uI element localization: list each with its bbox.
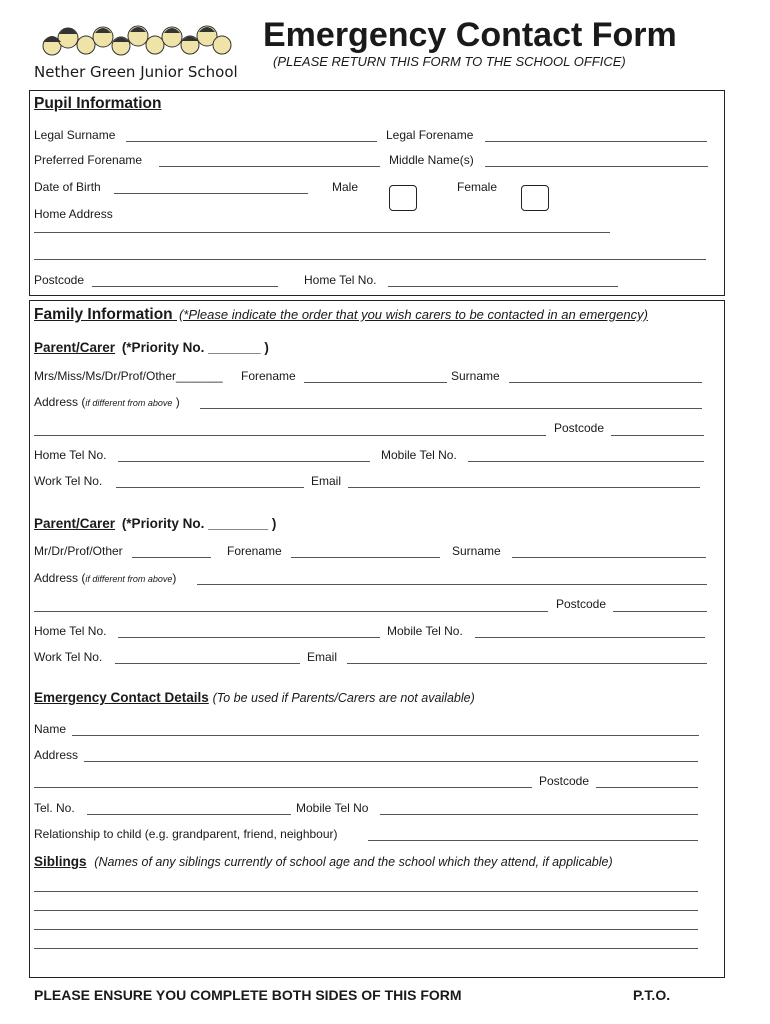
siblings-line-1[interactable]: [34, 891, 698, 892]
carer1-forename-label: Forename: [241, 369, 296, 383]
home-address-line-1[interactable]: [34, 232, 610, 233]
carer2-email-label: Email: [307, 650, 338, 664]
pupil-home-tel-label: Home Tel No.: [304, 273, 377, 287]
preferred-forename-field[interactable]: [159, 166, 380, 167]
carer2-address-label: [34, 571, 176, 586]
carer2-address-note: if different from above: [85, 574, 173, 584]
carer2-email-field[interactable]: [347, 663, 707, 664]
male-checkbox[interactable]: [389, 185, 417, 211]
carer2-heading: [34, 516, 276, 532]
carer1-title-label: Mrs/Miss/Ms/Dr/Prof/Other_______: [34, 369, 223, 383]
carer2-forename-label: Forename: [227, 544, 282, 558]
relationship-label: Relationship to child (e.g. grandparent, friend, neighbour): [34, 827, 338, 841]
carer1-work-tel-label: Work Tel No.: [34, 474, 103, 488]
carer2-title-field[interactable]: [132, 557, 211, 558]
carer2-mobile-tel-label: Mobile Tel No.: [387, 624, 463, 638]
carer2-postcode-label: Postcode: [556, 597, 607, 611]
carer2-heading-text: Parent/Carer: [34, 516, 116, 531]
carer1-surname-field[interactable]: [509, 382, 702, 383]
legal-surname-label: Legal Surname: [34, 128, 116, 142]
emergency-name-label: Name: [34, 722, 67, 736]
pupil-heading: Pupil Information: [34, 95, 162, 112]
carer1-surname-label: Surname: [451, 369, 500, 383]
male-label: Male: [332, 180, 359, 194]
emergency-postcode-label: Postcode: [539, 774, 590, 788]
carer2-forename-field[interactable]: [291, 557, 440, 558]
carer2-work-tel-label: Work Tel No.: [34, 650, 103, 664]
carer2-mobile-tel-field[interactable]: [475, 637, 705, 638]
carer2-address-text: Address (: [34, 571, 86, 585]
carer1-priority: (*Priority No. _______ ): [121, 340, 269, 355]
siblings-heading-text: Siblings: [34, 854, 87, 869]
emergency-tel-field[interactable]: [87, 814, 291, 815]
siblings-note: (Names of any siblings currently of school age and the school which they attend, if applicable): [94, 855, 613, 869]
carer2-priority: (*Priority No. ________ ): [121, 516, 277, 531]
emergency-address-label: Address: [34, 748, 79, 762]
female-label: Female: [457, 180, 498, 194]
carer2-address-line-2[interactable]: [34, 611, 548, 612]
carer1-address-field[interactable]: [200, 408, 702, 409]
carer1-home-tel-field[interactable]: [118, 461, 370, 462]
carer1-address-text: Address (: [34, 395, 86, 409]
female-checkbox[interactable]: [521, 185, 549, 211]
carer2-address-close: ): [172, 571, 177, 585]
emergency-mobile-tel-label: Mobile Tel No: [296, 801, 369, 815]
home-address-label: Home Address: [34, 207, 113, 221]
emergency-note: (To be used if Parents/Carers are not available): [212, 691, 475, 705]
emergency-heading-text: Emergency Contact Details: [34, 690, 209, 705]
preferred-forename-label: Preferred Forename: [34, 153, 143, 167]
carer1-mobile-tel-label: Mobile Tel No.: [381, 448, 457, 462]
carer2-home-tel-label: Home Tel No.: [34, 624, 107, 638]
family-heading-text: Family Information: [34, 306, 173, 323]
emergency-address-line-2[interactable]: [34, 787, 532, 788]
carer1-heading: [34, 340, 269, 356]
carer2-work-tel-field[interactable]: [115, 663, 300, 664]
footer-notice: PLEASE ENSURE YOU COMPLETE BOTH SIDES OF THIS FORM: [34, 987, 462, 1003]
carer1-email-label: Email: [311, 474, 342, 488]
relationship-field[interactable]: [368, 840, 698, 841]
page-title: Emergency Contact Form: [263, 16, 677, 54]
carer1-address-label: [34, 395, 180, 410]
dob-label: Date of Birth: [34, 180, 101, 194]
carer1-heading-text: Parent/Carer: [34, 340, 116, 355]
emergency-name-field[interactable]: [72, 735, 699, 736]
carer1-mobile-tel-field[interactable]: [468, 461, 704, 462]
carer1-work-tel-field[interactable]: [116, 487, 304, 488]
carer1-address-close: ): [175, 395, 180, 409]
dob-field[interactable]: [114, 193, 308, 194]
carer1-postcode-label: Postcode: [554, 421, 605, 435]
carer2-postcode-field[interactable]: [613, 611, 707, 612]
page-subtitle: (PLEASE RETURN THIS FORM TO THE SCHOOL OFFICE): [273, 54, 626, 69]
emergency-tel-label: Tel. No.: [34, 801, 75, 815]
footer-pto: P.T.O.: [633, 987, 671, 1003]
siblings-line-2[interactable]: [34, 910, 698, 911]
school-name: Nether Green Junior School: [34, 63, 238, 81]
carer1-address-line-2[interactable]: [34, 435, 546, 436]
family-heading: [34, 306, 648, 324]
middle-names-field[interactable]: [485, 166, 708, 167]
carer1-address-note: if different from above: [85, 398, 173, 408]
carer1-forename-field[interactable]: [304, 382, 447, 383]
family-note: (*Please indicate the order that you wish carers to be contacted in an emergency): [178, 307, 648, 322]
middle-names-label: Middle Name(s): [389, 153, 474, 167]
carer1-postcode-field[interactable]: [611, 435, 704, 436]
legal-surname-field[interactable]: [126, 141, 377, 142]
carer2-home-tel-field[interactable]: [118, 637, 380, 638]
carer2-surname-label: Surname: [452, 544, 501, 558]
carer2-address-field[interactable]: [197, 584, 707, 585]
carer2-title-label: Mr/Dr/Prof/Other: [34, 544, 123, 558]
emergency-postcode-field[interactable]: [596, 787, 698, 788]
legal-forename-label: Legal Forename: [386, 128, 474, 142]
emergency-address-field[interactable]: [84, 761, 698, 762]
siblings-line-3[interactable]: [34, 929, 698, 930]
pupil-postcode-field[interactable]: [92, 286, 278, 287]
pupil-postcode-label: Postcode: [34, 273, 85, 287]
emergency-mobile-tel-field[interactable]: [380, 814, 698, 815]
siblings-line-4[interactable]: [34, 948, 698, 949]
legal-forename-field[interactable]: [485, 141, 707, 142]
pupil-home-tel-field[interactable]: [388, 286, 618, 287]
emergency-heading: [34, 690, 475, 706]
home-address-line-2[interactable]: [34, 259, 706, 260]
siblings-heading: [34, 854, 613, 870]
school-logo: [40, 20, 235, 66]
carer1-home-tel-label: Home Tel No.: [34, 448, 107, 462]
carer2-surname-field[interactable]: [512, 557, 706, 558]
carer1-email-field[interactable]: [348, 487, 700, 488]
